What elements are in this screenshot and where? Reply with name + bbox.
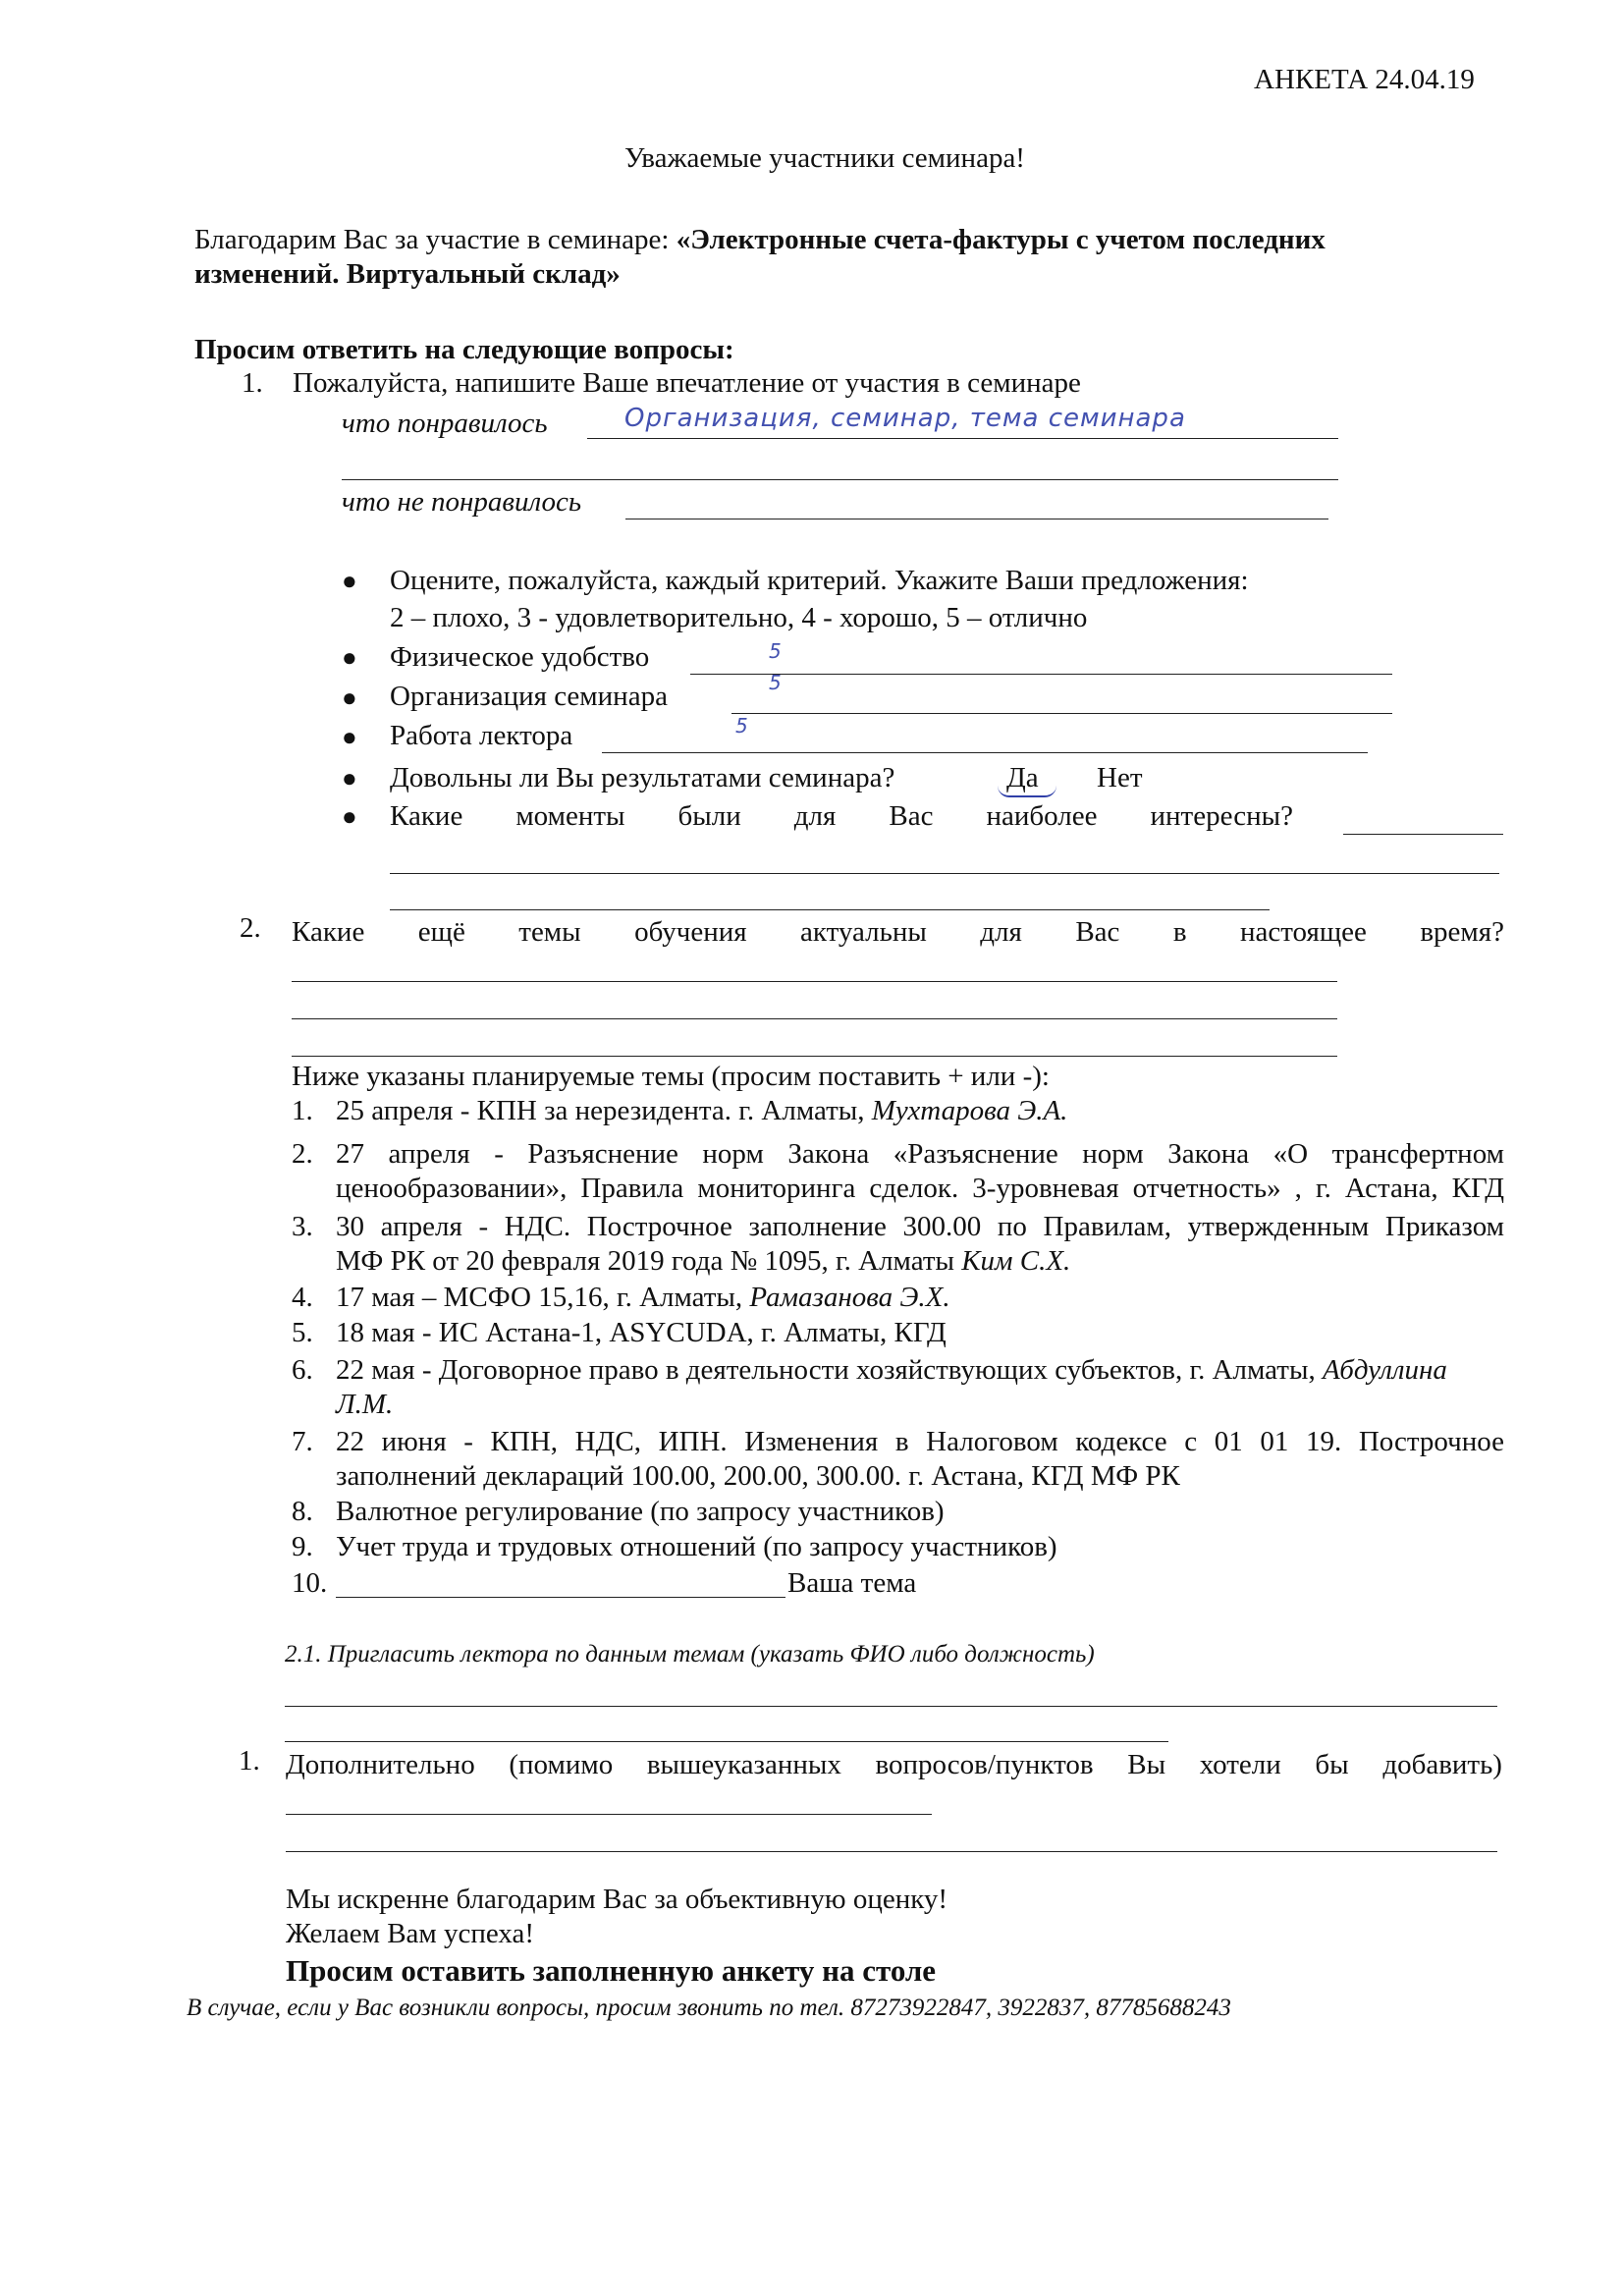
word: Вас: [1075, 916, 1120, 948]
bullet-icon: ●: [342, 643, 357, 672]
topic-lecturer: Мухтарова Э.А.: [871, 1095, 1068, 1126]
criterion-physical-line[interactable]: [690, 674, 1392, 675]
q2-answer-line-1[interactable]: [292, 981, 1337, 982]
additional-answer-line-1[interactable]: [286, 1814, 932, 1815]
own-topic-label: Ваша тема: [787, 1567, 917, 1599]
word: хотели: [1199, 1749, 1281, 1780]
answer-no[interactable]: Нет: [1097, 762, 1143, 793]
word: наиболее: [986, 800, 1098, 832]
q2-number: 2.: [240, 912, 261, 944]
interesting-extra-line-1[interactable]: [390, 873, 1499, 874]
criterion-organization-line[interactable]: [731, 713, 1392, 714]
word: в: [1172, 916, 1187, 948]
q2-answer-line-2[interactable]: [292, 1018, 1337, 1019]
word: настоящее: [1239, 916, 1367, 948]
topic-number: 9.: [292, 1531, 313, 1562]
word: добавить): [1382, 1749, 1502, 1780]
topic-number: 6.: [292, 1354, 313, 1386]
q2-question: [292, 915, 1504, 950]
footer-leave-form: Просим оставить заполненную анкету на столе: [286, 1953, 937, 1988]
invite-answer-line-1[interactable]: [285, 1706, 1497, 1707]
word: Какие: [292, 916, 365, 948]
word: темы: [518, 916, 581, 948]
topic-number: 2.: [292, 1138, 313, 1170]
topic-3-line-1[interactable]: 30 апреля - НДС. Построчное заполнение 300.00 по Правилам, утвержденным Приказом: [336, 1211, 1504, 1242]
word: для: [793, 800, 837, 832]
topic-lecturer: Ким С.Х.: [961, 1245, 1071, 1277]
form-id: АНКЕТА 24.04.19: [1254, 64, 1475, 95]
criterion-organization-label: Организация семинара: [390, 681, 668, 712]
footer-wish: Желаем Вам успеха!: [286, 1918, 535, 1949]
planned-topics-intro: Ниже указаны планируемые темы (просим поставить + или -):: [292, 1061, 1050, 1092]
q1-number: 1.: [242, 367, 263, 399]
word: ещё: [417, 916, 465, 948]
word: были: [677, 800, 741, 832]
invite-answer-line-2[interactable]: [285, 1741, 1168, 1742]
topic-text: 25 апреля - КПН за нерезидента. г. Алматы,: [336, 1095, 872, 1126]
topic-lecturer: Абдуллина: [1322, 1354, 1447, 1386]
q3-number: 1.: [239, 1745, 260, 1777]
liked-label: что понравилось: [342, 408, 548, 439]
word: Какие: [390, 800, 463, 832]
topic-2-line-1[interactable]: 27 апреля - Разъяснение норм Закона «Разъяснение норм Закона «О трансфертном: [336, 1138, 1504, 1170]
word: обучения: [634, 916, 747, 948]
word: Вы: [1127, 1749, 1166, 1780]
topic-number: 10.: [292, 1567, 328, 1599]
interesting-answer-line[interactable]: [1343, 834, 1503, 835]
word: (помимо: [509, 1749, 614, 1780]
seminar-title-2: изменений. Виртуальный склад»: [194, 258, 621, 290]
topic-1[interactable]: [336, 1094, 1067, 1128]
topic-7-line-1[interactable]: 22 июня - КПН, НДС, ИПН. Изменения в Налоговом кодексе с 01 01 19. Построчное: [336, 1426, 1504, 1457]
topic-text: 22 мая - Договорное право в деятельности хозяйствующих субъектов, г. Алматы,: [336, 1354, 1323, 1386]
topic-number: 7.: [292, 1426, 313, 1457]
topic-5[interactable]: 18 мая - ИС Астана-1, ASYCUDA, г. Алматы, КГД: [336, 1317, 947, 1348]
additional-question: [286, 1748, 1502, 1782]
topic-lecturer: Рамазанова Э.Х.: [749, 1282, 950, 1313]
topic-number: 4.: [292, 1282, 313, 1313]
rating-scale: 2 – плохо, 3 - удовлетворительно, 4 - хорошо, 5 – отлично: [390, 602, 1088, 633]
criterion-lecturer-line[interactable]: [602, 752, 1368, 753]
criterion-lecturer-answer: 5: [735, 714, 749, 738]
topic-6-line-1[interactable]: [336, 1353, 1447, 1388]
bullet-icon: ●: [342, 723, 357, 751]
word: интересны?: [1150, 800, 1293, 832]
thanks-line-1: [194, 223, 1326, 257]
additional-answer-line-2[interactable]: [286, 1851, 1497, 1852]
interesting-extra-line-2[interactable]: [390, 909, 1270, 910]
q1-text: Пожалуйста, напишите Ваше впечатление от участия в семинаре: [293, 367, 1081, 399]
topic-number: 8.: [292, 1496, 313, 1527]
own-topic-line[interactable]: [336, 1597, 785, 1598]
satisfied-question: Довольны ли Вы результатами семинара?: [390, 762, 895, 793]
topic-text: 17 мая – МСФО 15,16, г. Алматы,: [336, 1282, 750, 1313]
questions-heading: Просим ответить на следующие вопросы:: [194, 334, 734, 365]
seminar-title-1: «Электронные счета-фактуры с учетом последних: [676, 224, 1326, 255]
topic-7-line-2[interactable]: заполнений деклараций 100.00, 200.00, 300.00. г. Астана, КГД МФ РК: [336, 1460, 1180, 1492]
word: Вас: [889, 800, 934, 832]
criterion-physical-answer: 5: [769, 639, 783, 663]
invite-lecturer: 2.1. Пригласить лектора по данным темам (указать ФИО либо должность): [285, 1641, 1095, 1667]
word: вышеуказанных: [646, 1749, 841, 1780]
q2-answer-line-3[interactable]: [292, 1056, 1337, 1057]
liked-extra-line[interactable]: [342, 479, 1338, 480]
topic-8[interactable]: Валютное регулирование (по запросу участников): [336, 1496, 945, 1527]
word: время?: [1420, 916, 1504, 948]
bullet-icon: ●: [342, 683, 357, 712]
criterion-physical-label: Физическое удобство: [390, 641, 650, 673]
footer-thanks: Мы искренне благодарим Вас за объективную оценку!: [286, 1884, 948, 1915]
bullet-icon: ●: [342, 802, 357, 831]
rate-intro: Оцените, пожалуйста, каждый критерий. Укажите Ваши предложения:: [390, 565, 1249, 596]
yes-underline-mark: [998, 786, 1056, 797]
word: для: [980, 916, 1022, 948]
topic-number: 5.: [292, 1317, 313, 1348]
greeting-title: Уважаемые участники семинара!: [624, 142, 1025, 174]
criterion-lecturer-label: Работа лектора: [390, 720, 573, 751]
word: актуальны: [800, 916, 927, 948]
topic-6-line-2: Л.М.: [336, 1389, 394, 1420]
topic-2-line-2[interactable]: ценообразовании», Правила мониторинга сделок. 3-уровневая отчетность» , г. Астана, КГД: [336, 1173, 1504, 1204]
footer-contact: В случае, если у Вас возникли вопросы, просим звонить по тел. 87273922847, 3922837, 87785688243: [187, 1995, 1231, 2021]
criterion-organization-answer: 5: [769, 671, 783, 694]
topic-9[interactable]: Учет труда и трудовых отношений (по запросу участников): [336, 1531, 1057, 1562]
thanks-plain: Благодарим Вас за участие в семинаре:: [194, 224, 677, 255]
word: вопросов/пунктов: [875, 1749, 1094, 1780]
liked-handwritten-answer: Организация, семинар, тема семинара: [624, 404, 1186, 433]
word: моменты: [515, 800, 625, 832]
interesting-question: [390, 799, 1293, 834]
word: Дополнительно: [286, 1749, 475, 1780]
disliked-label: что не понравилось: [342, 486, 582, 518]
topic-number: 1.: [292, 1095, 313, 1126]
answer-yes[interactable]: Да: [1006, 762, 1039, 793]
topic-3-line-2[interactable]: [336, 1244, 1070, 1279]
liked-answer-line[interactable]: [587, 438, 1338, 439]
topic-text: МФ РК от 20 февраля 2019 года № 1095, г. Алматы: [336, 1245, 962, 1277]
word: бы: [1315, 1749, 1349, 1780]
bullet-icon: ●: [342, 567, 357, 595]
topic-number: 3.: [292, 1211, 313, 1242]
bullet-icon: ●: [342, 764, 357, 793]
topic-4[interactable]: [336, 1281, 950, 1315]
